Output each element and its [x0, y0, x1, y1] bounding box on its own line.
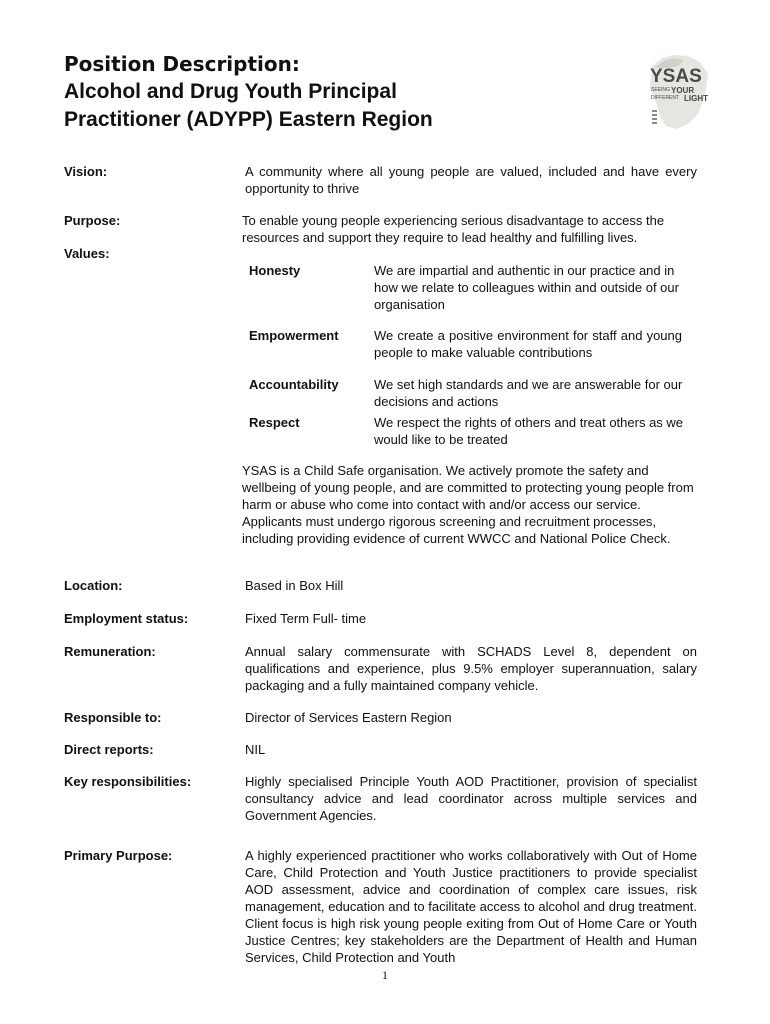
- primary-purpose-label: Primary Purpose:: [64, 848, 173, 863]
- logo-brand: YSAS: [650, 66, 702, 87]
- key-responsibilities-value: Highly specialised Principle Youth AOD Practitioner, provision of specialist consultancy advice and lead coordinator across multiple services and Government Agencies.: [245, 774, 697, 823]
- logo-tagline: LIGHT: [684, 94, 708, 103]
- location-label: Location:: [64, 578, 123, 593]
- vision-label: Vision:: [64, 164, 108, 179]
- remuneration-value: Annual salary commensurate with SCHADS Level 8, dependent on qualifications and experience, plus 9.5% employer superannuation, salary packaging and a fully maintained company vehicle.: [245, 644, 697, 693]
- logo-tagline: SEEING: [651, 87, 670, 93]
- primary-purpose-value: A highly experienced practitioner who works collaboratively with Out of Home Care, Child Protection and Youth Justice practitioners to provide specialist AOD assessment, advice and coordination of complex care issues, risk management, education and to facilitate access to alcohol and drug treatment. Client focus is high risk young people exiting from Out of Home Care or Youth Justice Centres; key stakeholders are the Department of Health and Human Services, Child Protection and Youth: [245, 848, 697, 965]
- title-line: Position Description:: [64, 52, 300, 76]
- value-text: We respect the rights of others and treat others as we would like to be treated: [374, 415, 684, 447]
- purpose-text: To enable young people experiencing serious disadvantage to access the resources and support they require to lead healthy and fulfilling lives.: [242, 213, 665, 245]
- responsible-to-label: Responsible to:: [64, 710, 162, 725]
- key-responsibilities-label: Key responsibilities:: [64, 774, 192, 789]
- value-name: Empowerment: [249, 328, 339, 343]
- value-name: Accountability: [249, 377, 339, 392]
- document-title: [64, 50, 624, 134]
- child-safe-statement: YSAS is a Child Safe organisation. We actively promote the safety and wellbeing of young people, and are committed to protecting young people from harm or abuse who come into contact with and/or access our service. Applicants must undergo rigorous screening and recruitment processes, including providing evidence of current WWCC and National Police Check.: [242, 463, 694, 546]
- employment-status-value: Fixed Term Full- time: [245, 611, 367, 626]
- page-number: 1: [382, 968, 388, 982]
- logo-tagline: YOUR: [671, 86, 695, 95]
- value-name: Honesty: [249, 263, 301, 278]
- remuneration-label: Remuneration:: [64, 644, 156, 659]
- employment-status-label: Employment status:: [64, 611, 189, 626]
- title-line: Practitioner (ADYPP) Eastern Region: [64, 108, 433, 131]
- value-name: Respect: [249, 415, 300, 430]
- value-text: We set high standards and we are answerable for our decisions and actions: [374, 377, 683, 409]
- ysas-logo: [644, 52, 712, 132]
- title-line: Alcohol and Drug Youth Principal: [64, 80, 397, 103]
- direct-reports-value: NIL: [245, 742, 266, 757]
- responsible-to-value: Director of Services Eastern Region: [245, 710, 452, 725]
- location-value: Based in Box Hill: [245, 578, 344, 593]
- values-label: Values:: [64, 246, 110, 261]
- vision-text: A community where all young people are valued, included and have every opportunity to thrive: [245, 164, 697, 196]
- logo-tagline: DIFFERENT: [651, 95, 680, 101]
- direct-reports-label: Direct reports:: [64, 742, 154, 757]
- value-text: We are impartial and authentic in our practice and in how we relate to colleagues within and outside of our organisation: [374, 263, 679, 312]
- purpose-label: Purpose:: [64, 213, 121, 228]
- value-text: We create a positive environment for staff and young people to make valuable contributions: [374, 328, 682, 360]
